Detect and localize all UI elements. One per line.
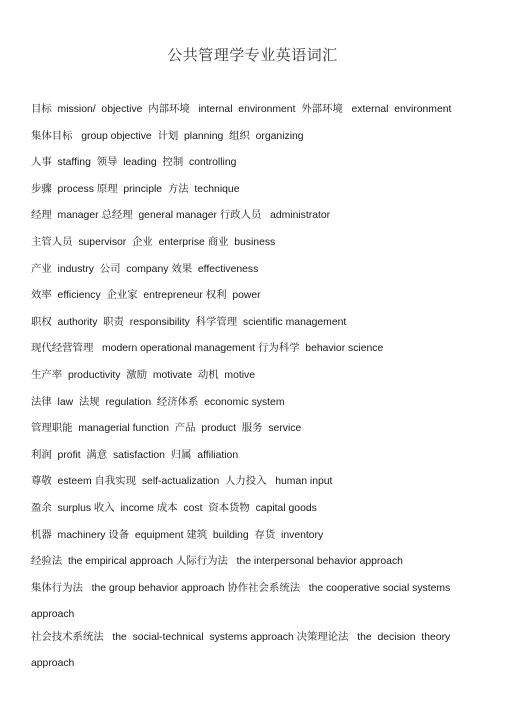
vocab-line: 现代经营管理 modern operational management 行为科学 behavior science <box>31 343 384 355</box>
vocab-line: 社会技术系统法 the social-technical systems approach 决策理论法 the decision theory approach <box>31 631 454 669</box>
vocab-line: 产业 industry 公司 company 效果 effectiveness <box>31 263 259 275</box>
vocab-line: 盈余 surplus 收入 income 成本 cost 资本货物 capital goods <box>31 502 317 514</box>
vocab-line: 人事 staffing 领导 leading 控制 controlling <box>31 157 237 169</box>
document-title: 公共管理学专业英语词汇 <box>167 46 338 64</box>
vocab-line: 利润 profit 满意 satisfaction 归属 affiliation <box>31 449 239 461</box>
vocab-line: 目标 mission/ objective 内部环境 internal environment 外部环境 external environment <box>31 104 452 115</box>
vocabulary-list <box>31 101 479 677</box>
vocab-line: 机器 machinery 设备 equipment 建筑 building 存货 inventory <box>31 529 324 541</box>
vocab-line: 步骤 process 原理 principle 方法 technique <box>31 183 240 195</box>
vocab-line: 主管人员 supervisor 企业 enterprise 商业 business <box>31 236 276 248</box>
vocab-line: 生产率 productivity 激励 motivate 动机 motive <box>31 369 256 381</box>
vocab-line: 尊敬 esteem 自我实现 self-actualization 人力投入 human input <box>31 476 333 488</box>
vocab-line: 职权 authority 职责 responsibility 科学管理 scientific management <box>31 316 347 328</box>
vocab-line: 效率 efficiency 企业家 entrepreneur 权利 power <box>31 290 261 302</box>
vocab-line: 管理职能 managerial function 产品 product 服务 service <box>31 423 302 435</box>
vocab-line: 集体目标 group objective 计划 planning 组织 organizing <box>31 130 304 142</box>
vocab-line: 经验法 the empirical approach 人际行为法 the interpersonal behavior approach <box>31 556 403 568</box>
vocab-line: 集体行为法 the group behavior approach 协作社会系统法 the cooperative social systems approach <box>31 582 454 621</box>
vocab-line: 法律 law 法规 regulation 经济体系 economic system <box>31 396 285 408</box>
vocab-line: 经理 manager 总经理 general manager 行政人员 administrator <box>31 210 331 222</box>
